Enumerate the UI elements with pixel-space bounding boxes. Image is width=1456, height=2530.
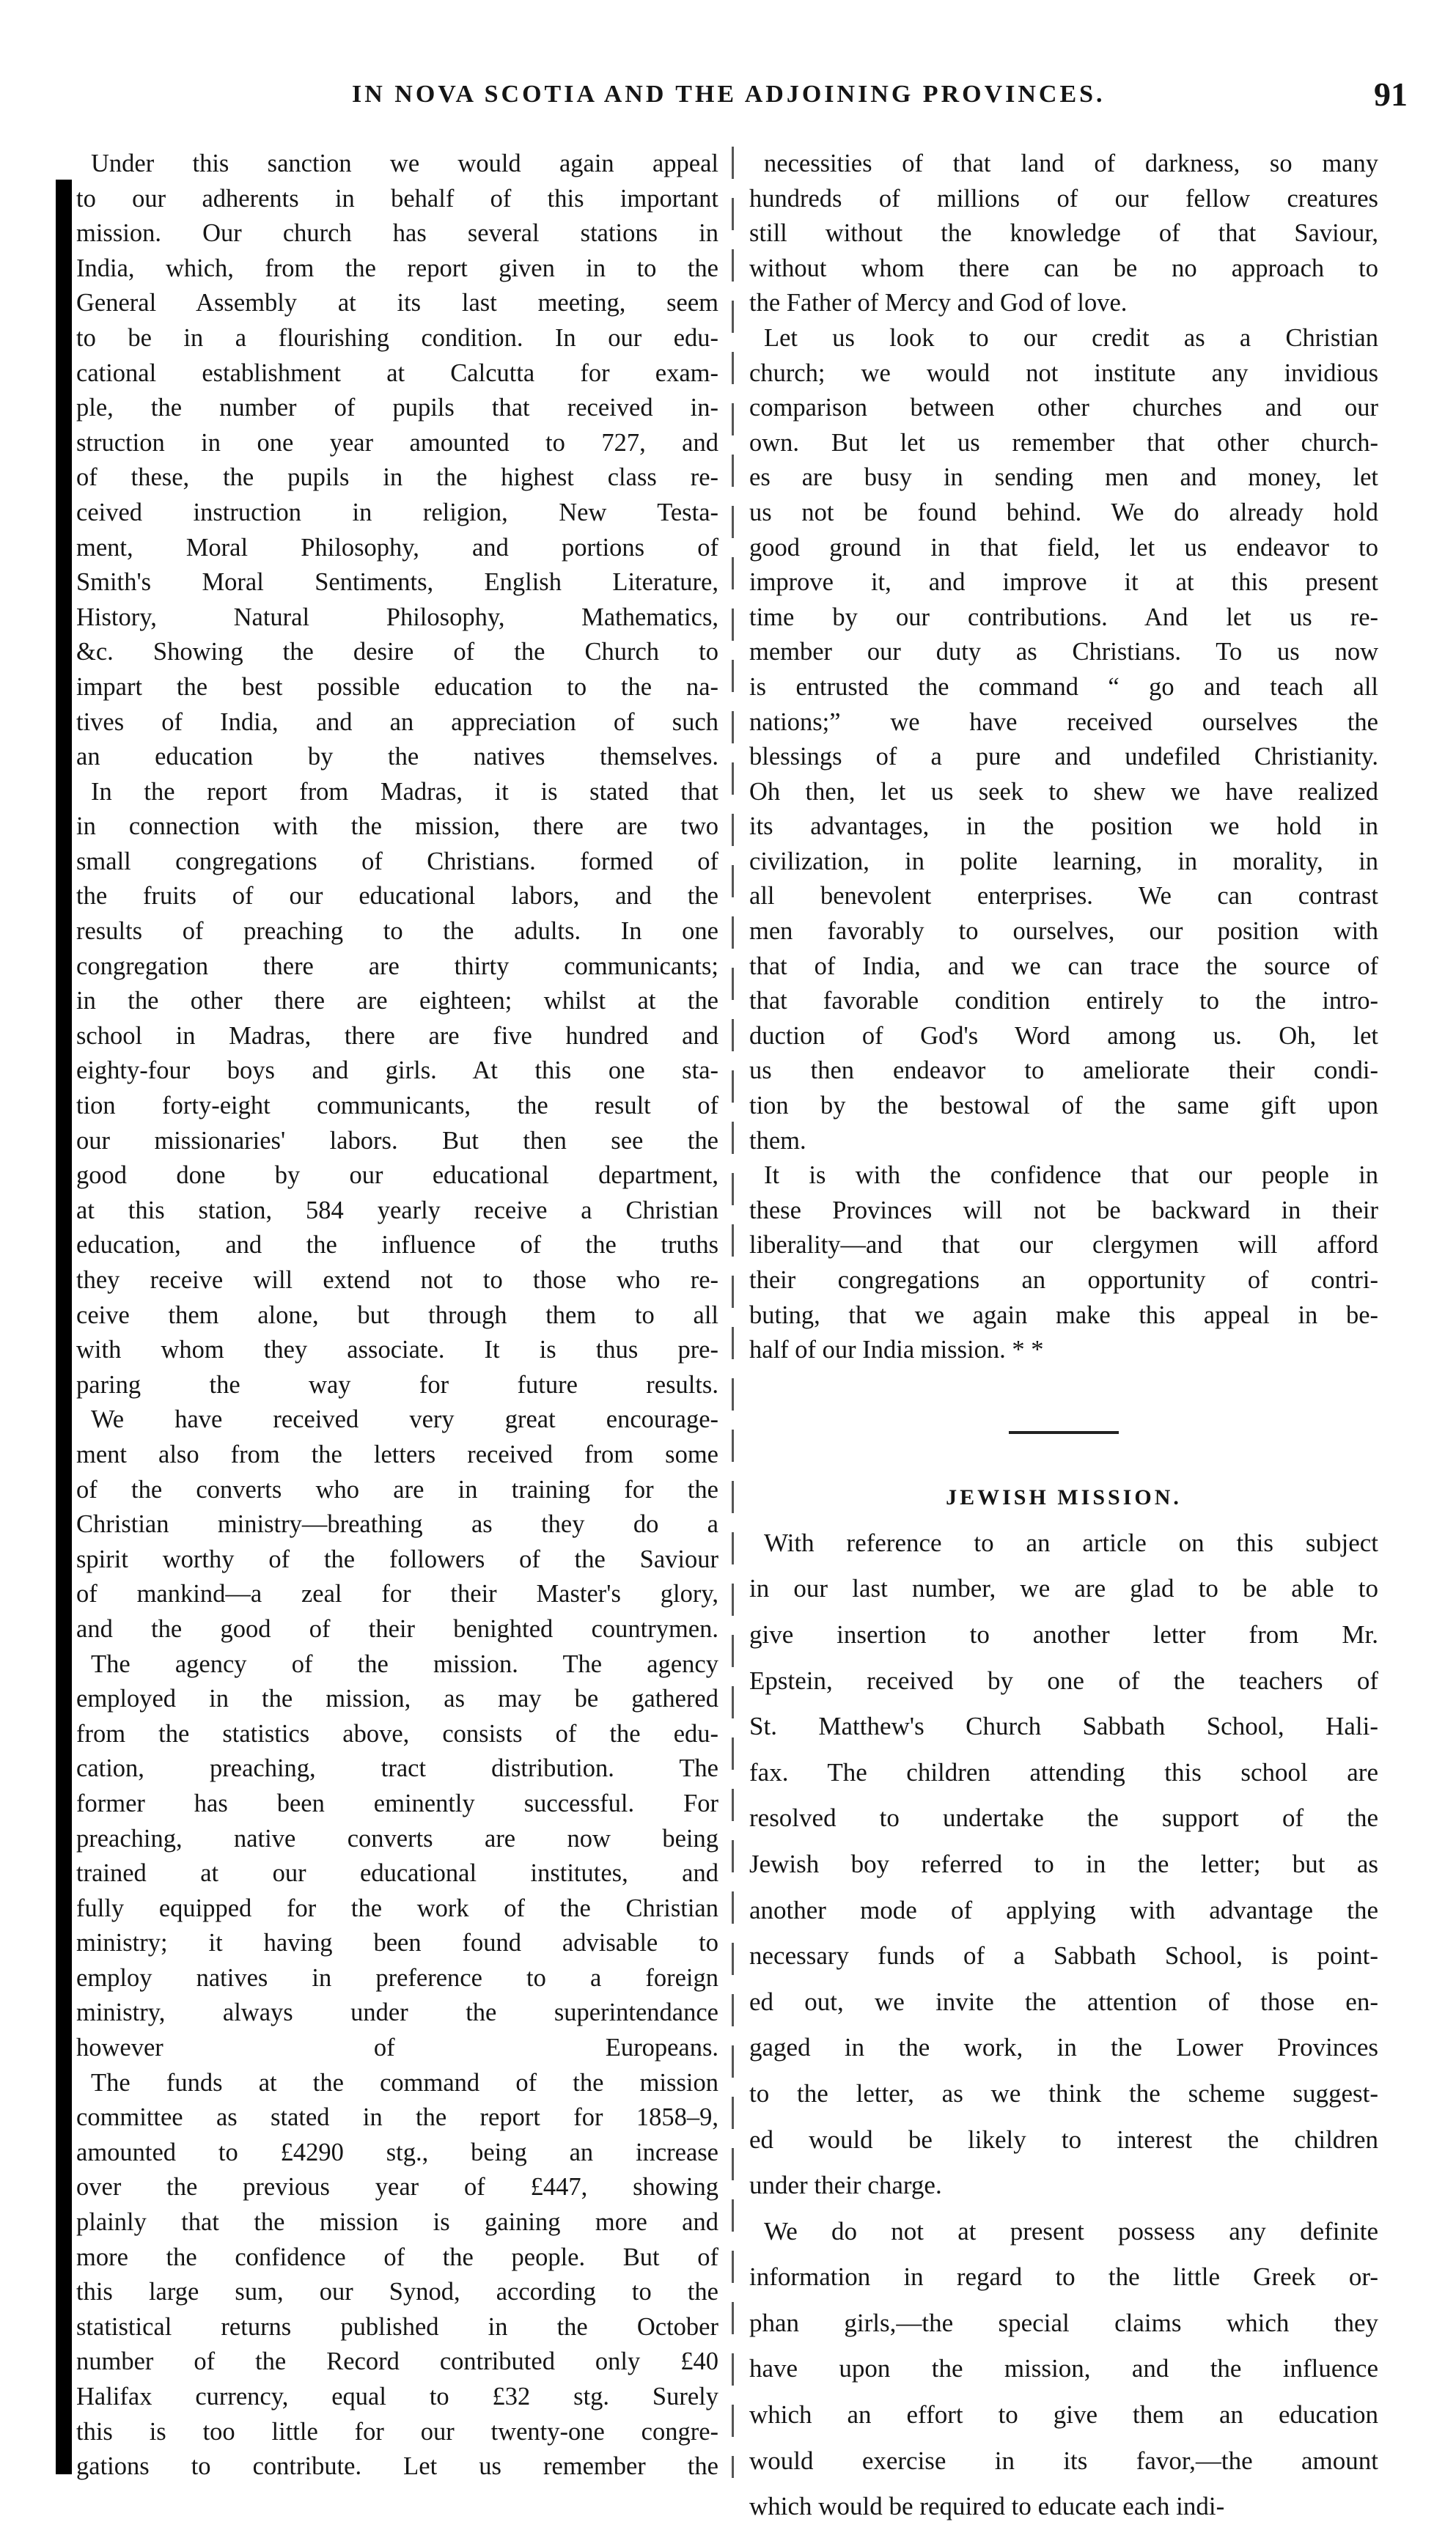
text-line: ple, the number of pupils that received in- xyxy=(76,394,718,422)
text-line: in connection with the mission, there are two xyxy=(76,812,718,841)
text-line: Christian ministry—breathing as they do a xyxy=(76,1510,718,1539)
text-line: The funds at the command of the mission xyxy=(91,2068,718,2097)
text-line: these Provinces will not be backward in their xyxy=(749,1196,1378,1224)
text-line: which would be required to educate each indi- xyxy=(749,2492,1225,2521)
text-line: General Assembly at its last meeting, seem xyxy=(76,289,718,317)
text-line: under their charge. xyxy=(749,2171,942,2200)
text-line: fully equipped for the work of the Christian xyxy=(76,1894,718,1922)
text-line: would exercise in its favor,—the amount xyxy=(749,2446,1378,2475)
text-line: Under this sanction we would again appeal xyxy=(91,150,718,177)
text-line: ment also from the letters received from some xyxy=(76,1440,718,1468)
text-line: number of the Record contributed only £40 xyxy=(76,2347,718,2376)
text-line: information in regard to the little Greek or- xyxy=(749,2262,1378,2292)
text-line: ministry, always under the superintendance xyxy=(76,1998,718,2027)
text-line: congregation there are thirty communicants; xyxy=(76,952,718,980)
left-column xyxy=(76,147,718,2485)
text-line: us not be found behind. We do already hold xyxy=(749,498,1378,526)
text-line: give insertion to another letter from Mr. xyxy=(749,1619,1378,1649)
text-line: improve it, and improve it at this present xyxy=(749,568,1378,597)
text-line: of the converts who are in training for the xyxy=(76,1475,718,1504)
text-line: es are busy in sending men and money, let xyxy=(749,463,1378,492)
binding-shadow xyxy=(56,180,72,2474)
text-line: an education by the natives themselves. xyxy=(76,743,718,771)
text-line: struction in one year amounted to 727, and xyxy=(76,428,718,457)
text-line: tives of India, and an appreciation of such xyxy=(76,707,718,736)
text-line: them. xyxy=(749,1126,806,1155)
text-line: more the confidence of the people. But of xyxy=(76,2243,718,2271)
text-line: India, which, from the report given in to the xyxy=(76,254,718,282)
text-line: employed in the mission, as may be gathered xyxy=(76,1685,718,1713)
text-line: tion forty-eight communicants, the result of xyxy=(76,1092,718,1120)
text-line: impart the best possible education to the na- xyxy=(76,672,718,701)
text-line: that of India, and we can trace the source of xyxy=(749,952,1378,980)
text-line: blessings of a pure and undefiled Christianity. xyxy=(749,743,1378,771)
paragraph xyxy=(76,2066,718,2485)
text-line: paring the way for future results. xyxy=(76,1370,718,1399)
paragraph xyxy=(749,2209,1378,2530)
text-line: small congregations of Christians. formed of xyxy=(76,847,718,875)
paragraph xyxy=(76,775,718,1403)
text-line: mission. Our church has several stations in xyxy=(76,219,718,248)
text-line: amounted to £4290 stg., being an increase xyxy=(76,2138,718,2166)
text-line: spirit worthy of the followers of the Saviour xyxy=(76,1545,718,1573)
text-line: ministry; it having been found advisable to xyxy=(76,1929,718,1957)
text-line: still without the knowledge of that Saviour, xyxy=(749,219,1378,248)
text-line: have upon the mission, and the influence xyxy=(749,2354,1378,2383)
text-line: half of our India mission. * * xyxy=(749,1336,1044,1364)
text-line: to our adherents in behalf of this important xyxy=(76,184,718,213)
text-line: It is with the confidence that our people in xyxy=(764,1161,1378,1190)
text-line: ed out, we invite the attention of those en- xyxy=(749,1987,1378,2016)
text-line: of these, the pupils in the highest class re- xyxy=(76,463,718,492)
page-header xyxy=(73,73,1415,125)
text-line: ceive them alone, but through them to all xyxy=(76,1301,718,1329)
text-line: Halifax currency, equal to £32 stg. Surely xyxy=(76,2383,718,2411)
text-line: good done by our educational department, xyxy=(76,1161,718,1190)
text-line: ed would be likely to interest the children xyxy=(749,2125,1378,2154)
paragraph xyxy=(749,321,1378,1158)
text-line: this is too little for our twenty-one congre- xyxy=(76,2417,718,2446)
text-line: that favorable condition entirely to the intro- xyxy=(749,987,1378,1015)
text-line: comparison between other churches and our xyxy=(749,394,1378,422)
text-line: trained at our educational institutes, and xyxy=(76,1859,718,1888)
text-line: over the previous year of £447, showing xyxy=(76,2173,718,2202)
text-line: employ natives in preference to a foreign xyxy=(76,1963,718,1992)
text-line: to be in a flourishing condition. In our edu- xyxy=(76,323,718,352)
text-line: We have received very great encourage- xyxy=(91,1405,718,1434)
text-line: eighty-four boys and girls. At this one sta- xyxy=(76,1056,718,1085)
text-line: buting, that we again make this appeal in be- xyxy=(749,1301,1378,1329)
paragraph xyxy=(76,1402,718,1647)
text-line: nations;” we have received ourselves the xyxy=(749,707,1378,736)
text-line: of mankind—a zeal for their Master's glory, xyxy=(76,1580,718,1608)
paragraph xyxy=(749,1520,1378,2209)
text-line: In the report from Madras, it is stated that xyxy=(91,777,718,806)
right-column xyxy=(749,147,1378,2530)
text-line: cation, preaching, tract distribution. The xyxy=(76,1754,718,1783)
text-line: History, Natural Philosophy, Mathematics, xyxy=(76,603,718,631)
text-line: education, and the influence of the truths xyxy=(76,1231,718,1260)
text-line: plainly that the mission is gaining more and xyxy=(76,2208,718,2237)
text-line: necessities of that land of darkness, so many xyxy=(764,150,1378,177)
text-line: With reference to an article on this subject xyxy=(764,1528,1378,1557)
text-line: phan girls,—the special claims which they xyxy=(749,2308,1378,2337)
text-line: men favorably to ourselves, our position with xyxy=(749,917,1378,946)
paragraph xyxy=(76,1647,718,2066)
text-line: Epstein, received by one of the teachers of xyxy=(749,1666,1378,1695)
text-line: their congregations an opportunity of contri- xyxy=(749,1266,1378,1294)
text-line: former has been eminently successful. For xyxy=(76,1789,718,1817)
text-line: committee as stated in the report for 1858–9, xyxy=(76,2103,718,2132)
text-line: school in Madras, there are five hundred and xyxy=(76,1021,718,1050)
text-line: statistical returns published in the October xyxy=(76,2312,718,2341)
section-body xyxy=(749,1520,1378,2530)
text-line: from the statistics above, consists of the edu- xyxy=(76,1719,718,1748)
text-line: the Father of Mercy and God of love. xyxy=(749,289,1128,317)
text-line: member our duty as Christians. To us now xyxy=(749,638,1378,666)
section-title: JEWISH MISSION. xyxy=(946,1485,1182,1509)
paragraph xyxy=(749,1158,1378,1368)
text-line: in the other there are eighteen; whilst at the xyxy=(76,987,718,1015)
text-line: at this station, 584 yearly receive a Christian xyxy=(76,1196,718,1224)
text-line: its advantages, in the position we hold in xyxy=(749,812,1378,841)
text-line: good ground in that field, let us endeavor to xyxy=(749,533,1378,562)
text-line: the fruits of our educational labors, and the xyxy=(76,882,718,911)
text-line: liberality—and that our clergymen will afford xyxy=(749,1231,1378,1260)
text-line: ment, Moral Philosophy, and portions of xyxy=(76,533,718,562)
text-line: with whom they associate. It is thus pre- xyxy=(76,1336,718,1364)
text-line: own. But let us remember that other church- xyxy=(749,428,1378,457)
text-line: We do not at present possess any definite xyxy=(764,2216,1378,2246)
paragraph xyxy=(76,147,718,775)
text-line: our missionaries' labors. But then see the xyxy=(76,1126,718,1155)
text-line: in our last number, we are glad to be able to xyxy=(749,1574,1378,1603)
text-line: however of Europeans. xyxy=(76,2034,718,2062)
text-line: &c. Showing the desire of the Church to xyxy=(76,638,718,666)
text-line: duction of God's Word among us. Oh, let xyxy=(749,1021,1378,1050)
text-line: The agency of the mission. The agency xyxy=(91,1650,718,1678)
text-line: ceived instruction in religion, New Testa- xyxy=(76,498,718,526)
text-line: which an effort to give them an education xyxy=(749,2400,1378,2430)
text-line: this large sum, our Synod, according to the xyxy=(76,2278,718,2306)
right-column-body xyxy=(749,147,1378,1368)
text-line: all benevolent enterprises. We can contrast xyxy=(749,882,1378,911)
text-line: tion by the bestowal of the same gift upon xyxy=(749,1092,1378,1120)
text-line: Oh then, let us seek to shew we have realized xyxy=(749,777,1378,806)
text-line: they receive will extend not to those who re- xyxy=(76,1266,718,1294)
text-line: civilization, in polite learning, in morality, in xyxy=(749,847,1378,875)
page-number: 91 xyxy=(1374,76,1408,113)
text-line: hundreds of millions of our fellow creatures xyxy=(749,184,1378,213)
section-divider xyxy=(1009,1431,1119,1434)
text-line: gations to contribute. Let us remember the xyxy=(76,2452,718,2481)
text-line: church; we would not institute any invidious xyxy=(749,358,1378,387)
text-line: without whom there can be no approach to xyxy=(749,254,1378,282)
text-line: cational establishment at Calcutta for exam- xyxy=(76,358,718,387)
text-line: is entrusted the command “ go and teach all xyxy=(749,672,1378,701)
text-line: results of preaching to the adults. In one xyxy=(76,917,718,946)
text-line: preaching, native converts are now being xyxy=(76,1824,718,1853)
text-line: to the letter, as we think the scheme suggest- xyxy=(749,2078,1378,2108)
text-line: resolved to undertake the support of the xyxy=(749,1803,1378,1833)
text-line: us then endeavor to ameliorate their condi- xyxy=(749,1056,1378,1085)
text-line: Jewish boy referred to in the letter; but as xyxy=(749,1849,1378,1878)
text-line: fax. The children attending this school are xyxy=(749,1757,1378,1787)
text-line: gaged in the work, in the Lower Provinces xyxy=(749,2033,1378,2062)
text-line: time by our contributions. And let us re- xyxy=(749,603,1378,631)
text-line: necessary funds of a Sabbath School, is point- xyxy=(749,1941,1378,1971)
running-head: IN NOVA SCOTIA AND THE ADJOINING PROVINCES. xyxy=(352,81,1106,108)
text-line: Let us look to our credit as a Christian xyxy=(764,323,1378,352)
text-line: another mode of applying with advantage the xyxy=(749,1895,1378,1924)
text-line: St. Matthew's Church Sabbath School, Hali- xyxy=(749,1712,1378,1741)
column-divider xyxy=(732,147,734,2478)
text-line: and the good of their benighted countrymen. xyxy=(76,1614,718,1643)
paragraph xyxy=(749,147,1378,321)
text-line: Smith's Moral Sentiments, English Literature, xyxy=(76,568,718,597)
